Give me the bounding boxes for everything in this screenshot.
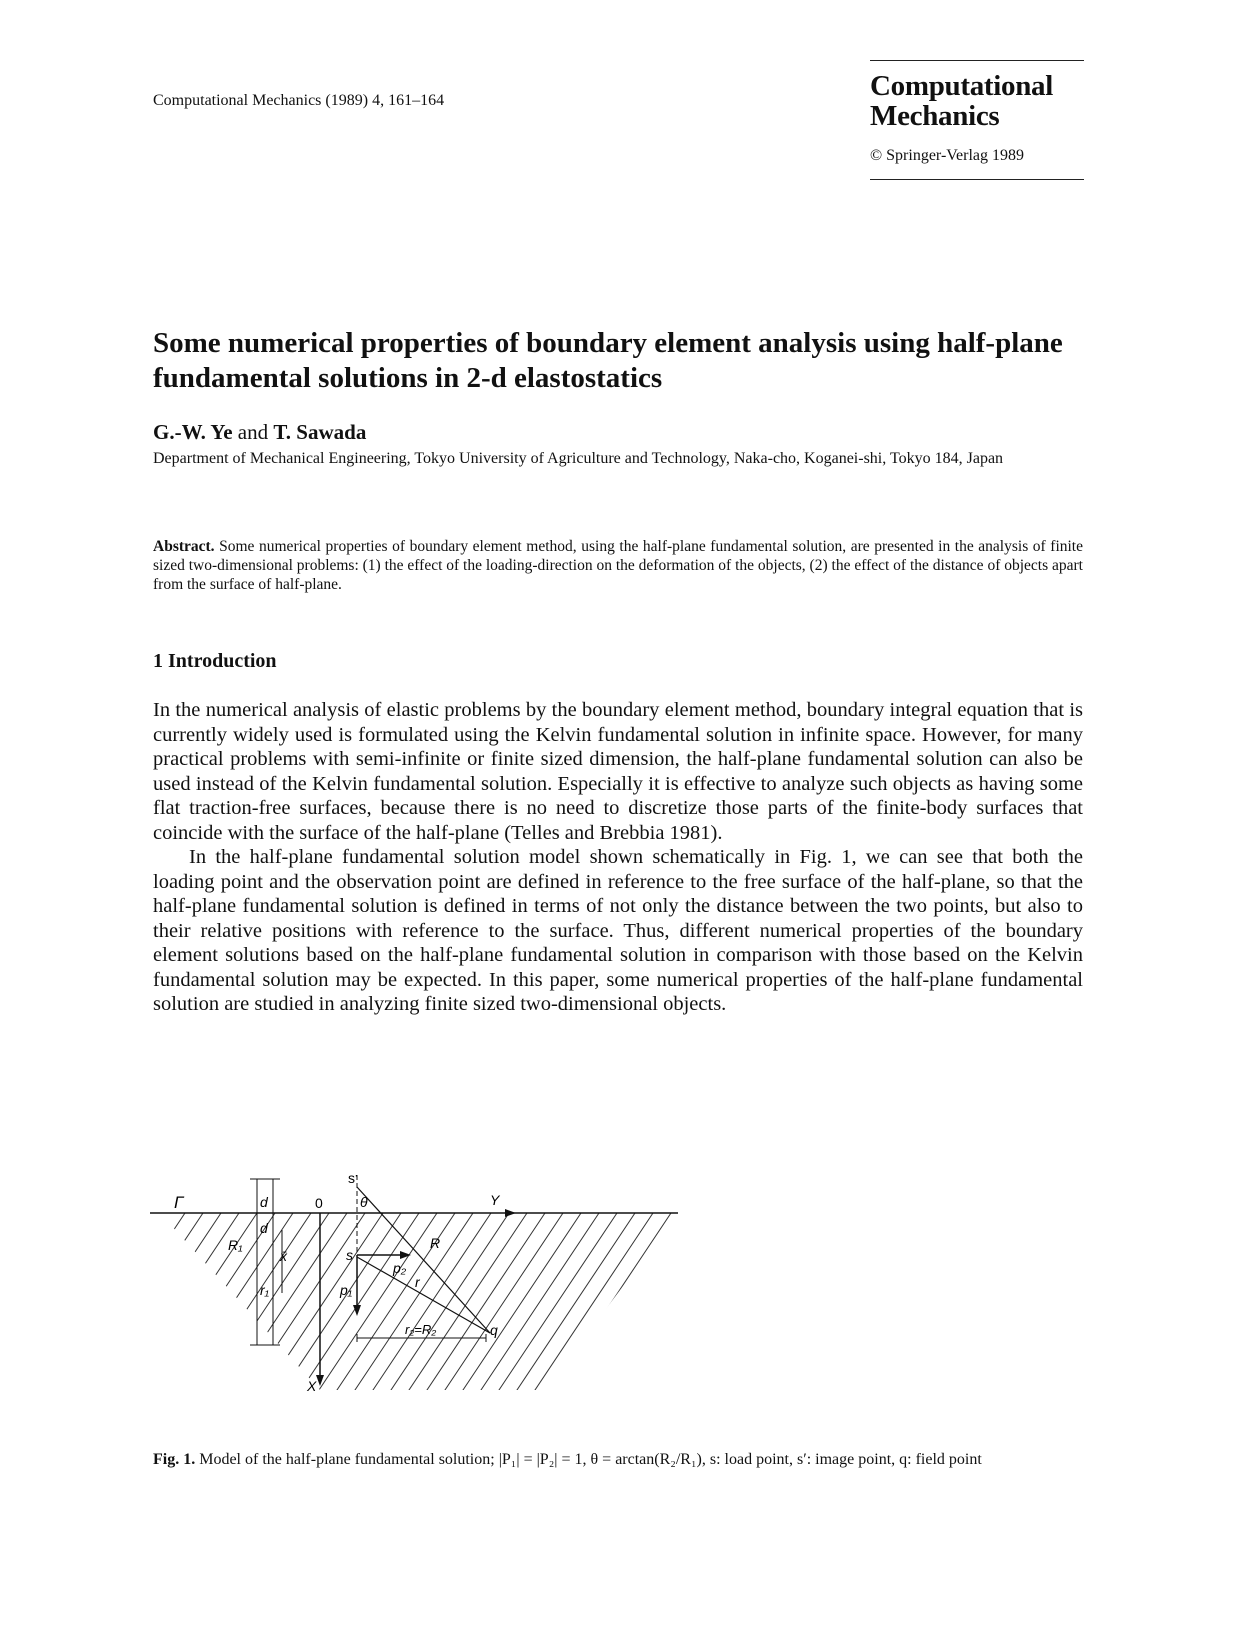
abstract-text: Some numerical properties of boundary element method, using the half-plane fundamental solution, are presented in the analysis of finite sized two-dimensional problems: (1) the effect of the loading-direction on the deformation of the objects, (2) the effect of the distance of objects apart from the surface of half-plane. bbox=[153, 538, 1083, 593]
label-d-upper: d bbox=[260, 1194, 268, 1210]
caption-label: Fig. 1. bbox=[153, 1451, 196, 1468]
label-origin: 0 bbox=[315, 1195, 323, 1211]
author-2: T. Sawada bbox=[273, 420, 367, 444]
label-r2-eq-r2: r₂=R₂ bbox=[405, 1322, 437, 1337]
author-conjunction: and bbox=[232, 420, 274, 444]
label-cap-r: R bbox=[430, 1235, 441, 1251]
label-y-axis: Y bbox=[490, 1192, 500, 1208]
label-theta: θ bbox=[360, 1194, 368, 1210]
masthead-bottom-rule bbox=[870, 179, 1084, 180]
journal-name-line1: Computational bbox=[870, 70, 1054, 102]
journal-name-line2: Mechanics bbox=[870, 100, 1000, 132]
publisher-copyright: © Springer-Verlag 1989 bbox=[870, 147, 1025, 164]
affiliation: Department of Mechanical Engineering, Tokyo University of Agriculture and Technology, Naka-cho, Koganei-shi, Tokyo 184, Japan bbox=[153, 450, 1004, 467]
label-image-point: s' bbox=[348, 1175, 358, 1186]
author-1: G.-W. Ye bbox=[153, 420, 233, 444]
label-load-point: s bbox=[346, 1247, 353, 1263]
section-heading: 1 Introduction bbox=[153, 650, 277, 672]
figure-caption bbox=[153, 1450, 1083, 1470]
journal-name bbox=[870, 71, 1084, 131]
paper-title: Some numerical properties of boundary element analysis using half-plane fundamental solutions in 2-d elastostatics bbox=[153, 327, 1063, 394]
y-axis-arrowhead bbox=[505, 1209, 516, 1217]
half-plane-diagram bbox=[150, 1175, 710, 1425]
label-x-axis: X bbox=[307, 1378, 317, 1394]
label-small-r: r bbox=[415, 1274, 420, 1290]
label-p2: p₂ bbox=[393, 1260, 407, 1276]
label-boundary-gamma: Γ bbox=[174, 1193, 184, 1212]
caption-text: Model of the half-plane fundamental solution; |P₁| = |P₂| = 1, θ = arctan(R₂/R₁), s: load point, s′: image point, q: field point bbox=[195, 1451, 982, 1468]
label-cap-r1: R₁ bbox=[228, 1237, 243, 1253]
figure-1 bbox=[150, 1175, 710, 1425]
journal-citation: Computational Mechanics (1989) 4, 161–164 bbox=[153, 92, 445, 109]
p2-arrowhead bbox=[400, 1251, 411, 1259]
introduction-body bbox=[153, 698, 1083, 1017]
abstract bbox=[153, 537, 1083, 594]
abstract-label: Abstract. bbox=[153, 538, 215, 555]
r-line bbox=[357, 1187, 490, 1333]
label-d-lower: d bbox=[260, 1220, 268, 1236]
label-field-point: q bbox=[490, 1322, 498, 1338]
paragraph-1: In the numerical analysis of elastic problems by the boundary element method, boundary integral equation that is currently widely used is formulated using the Kelvin fundamental solution in infinite space. However, for many practical problems with semi-infinite or finite sized dimension, the half-plane fundamental solution can also be used instead of the Kelvin fundamental solution. Especially it is effective to analyze such objects as having some flat traction-free surfaces, because there is no need to discretize those parts of the finite-body surfaces that coincide with the surface of the half-plane (Telles and Brebbia 1981). bbox=[153, 699, 1083, 844]
label-r1: r₁ bbox=[260, 1282, 270, 1298]
journal-masthead bbox=[870, 60, 1084, 180]
label-x-bar: x̄ bbox=[280, 1248, 287, 1264]
author-list bbox=[153, 420, 366, 445]
label-p1: p₁ bbox=[340, 1282, 353, 1298]
masthead-top-rule bbox=[870, 60, 1084, 61]
paragraph-2: In the half-plane fundamental solution model shown schematically in Fig. 1, we can see that both the loading point and the observation point are defined in reference to the free surface of the half-plane, so that the half-plane fundamental solution is defined in terms of not only the distance between the two points, but also to their relative positions with reference to the surface. Thus, different numerical properties of the boundary element solutions based on the half-plane fundamental solution in comparison with those based on the Kelvin fundamental solution may be expected. In this paper, some numerical properties of the half-plane fundamental solution are studied in analyzing finite sized two-dimensional objects. bbox=[153, 846, 1083, 1015]
